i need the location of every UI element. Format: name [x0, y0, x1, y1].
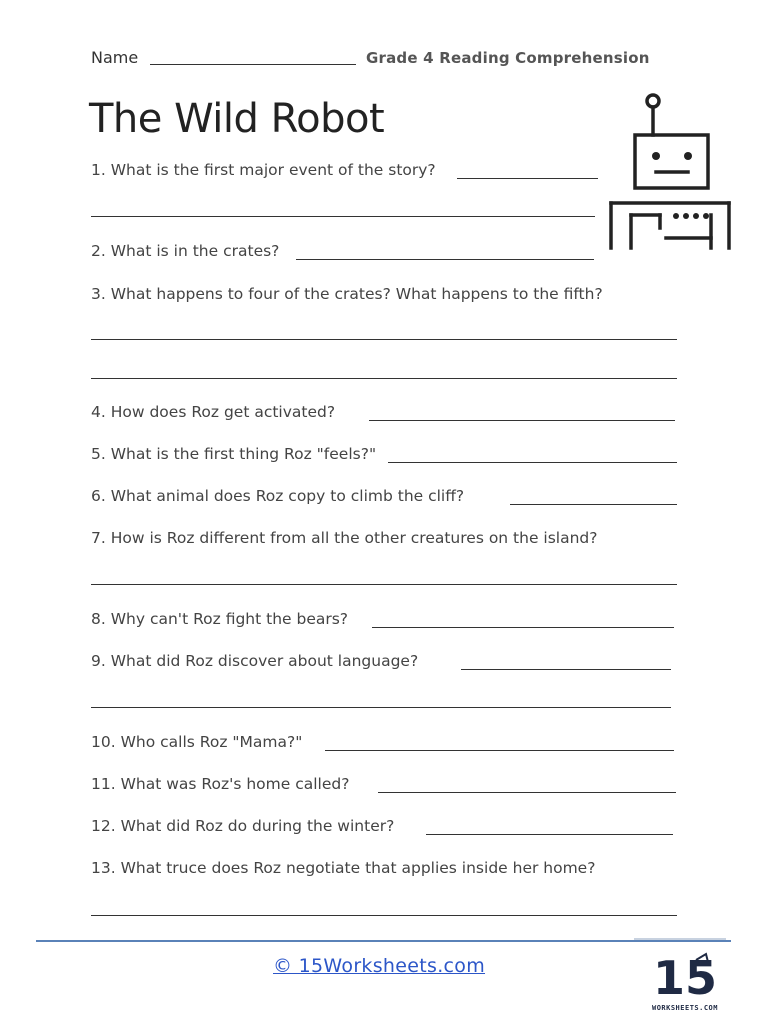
answer-line[interactable] [510, 504, 677, 505]
logo-text: WORKSHEETS.COM [651, 1004, 719, 1012]
question-10: 10. Who calls Roz "Mama?" [91, 733, 303, 751]
answer-line[interactable] [91, 378, 677, 379]
copyright-link[interactable]: © 15Worksheets.com [273, 955, 486, 977]
answer-line[interactable] [426, 834, 673, 835]
question-13: 13. What truce does Roz negotiate that applies inside her home? [91, 859, 596, 877]
question-7: 7. How is Roz different from all the other creatures on the island? [91, 529, 598, 547]
question-1: 1. What is the first major event of the story? [91, 161, 436, 179]
answer-line[interactable] [296, 259, 594, 260]
answer-line[interactable] [91, 216, 595, 217]
answer-line[interactable] [461, 669, 671, 670]
robot-icon [608, 90, 732, 252]
worksheet-title: The Wild Robot [89, 96, 385, 142]
subject-label: Grade 4 Reading Comprehension [366, 49, 650, 67]
worksheets-logo [648, 950, 722, 1014]
answer-line[interactable] [91, 584, 677, 585]
question-11: 11. What was Roz's home called? [91, 775, 350, 793]
question-9: 9. What did Roz discover about language? [91, 652, 419, 670]
question-6: 6. What animal does Roz copy to climb the cliff? [91, 487, 465, 505]
question-5: 5. What is the first thing Roz "feels?" [91, 445, 377, 463]
question-12: 12. What did Roz do during the winter? [91, 817, 395, 835]
footer-rule [36, 940, 731, 942]
answer-line[interactable] [91, 339, 677, 340]
answer-line[interactable] [378, 792, 676, 793]
answer-line[interactable] [388, 462, 677, 463]
answer-line[interactable] [372, 627, 674, 628]
answer-line[interactable] [91, 915, 677, 916]
name-label: Name [91, 48, 139, 67]
question-4: 4. How does Roz get activated? [91, 403, 336, 421]
answer-line[interactable] [325, 750, 674, 751]
answer-line[interactable] [457, 178, 598, 179]
logo-number: 15 [652, 951, 718, 1005]
question-8: 8. Why can't Roz fight the bears? [91, 610, 349, 628]
answer-line[interactable] [369, 420, 675, 421]
question-3: 3. What happens to four of the crates? What happens to the fifth? [91, 285, 603, 303]
answer-line[interactable] [91, 707, 671, 708]
question-2: 2. What is in the crates? [91, 242, 280, 260]
name-answer-line[interactable] [150, 64, 356, 65]
